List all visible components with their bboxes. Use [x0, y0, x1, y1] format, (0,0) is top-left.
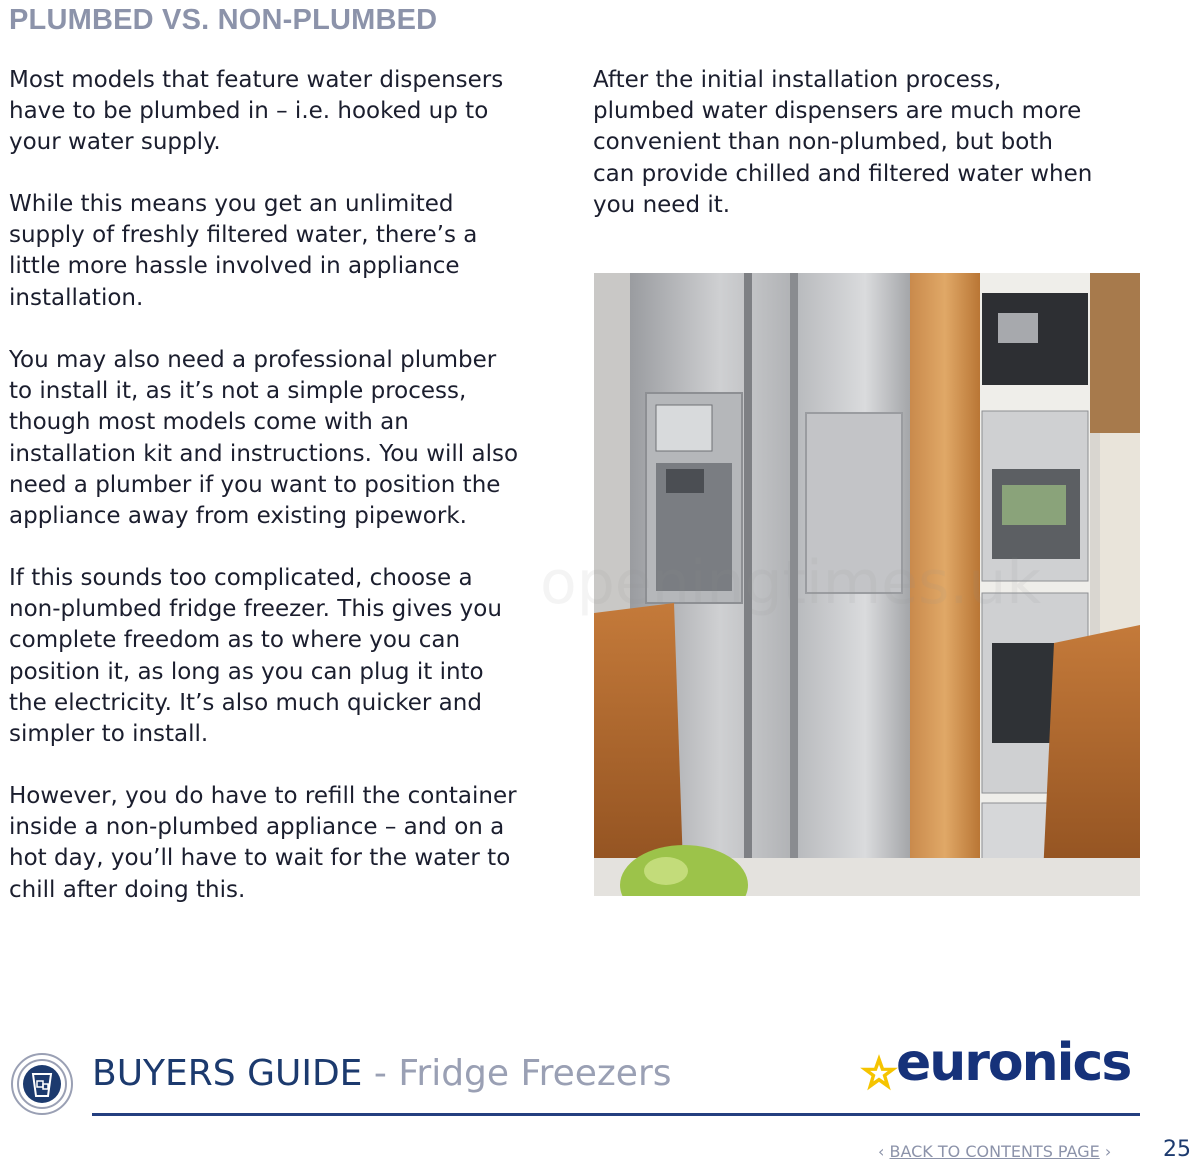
back-to-contents-label: BACK TO CONTENTS PAGE	[889, 1142, 1100, 1161]
footer-title-separator: -	[362, 1053, 399, 1094]
logo-wordmark: euronics	[896, 1033, 1131, 1093]
chevron-right-icon: ›	[1099, 1142, 1112, 1161]
footer-title	[92, 1053, 672, 1094]
paragraph-plumber: You may also need a professional plumber to install it, as it’s not a simple process, though most models come with an installation kit and instructions. You will also need a plumber if you want to position the appliance away from existing pipework.	[9, 347, 519, 530]
footer-rule	[92, 1113, 1140, 1116]
footer-title-main: BUYERS GUIDE	[92, 1053, 363, 1094]
paragraph-non-plumbed: If this sounds too complicated, choose a non-plumbed fridge freezer. This gives you complete freedom as to where you can position it, as long as you can plug it into the electricity. It’s also much quicker and simpler to install.	[9, 565, 502, 748]
kitchen-fridge-photo	[594, 273, 1140, 896]
paragraph-convenience: After the initial installation process, plumbed water dispensers are much more convenient than non-plumbed, but both can provide chilled and filtered water when you need it.	[593, 67, 1093, 218]
paragraph-refill: However, you do have to refill the container inside a non-plumbed appliance – and on a hot day, you’ll have to wait for the water to chill after doing this.	[9, 783, 517, 903]
chevron-left-icon: ‹	[878, 1142, 890, 1161]
paragraph-unlimited-supply: While this means you get an unlimited supply of freshly filtered water, there’s a little more hassle involved in appliance installation.	[9, 191, 478, 311]
page-number: 25	[1163, 1137, 1191, 1162]
footer-title-sub: Fridge Freezers	[398, 1053, 672, 1094]
back-to-contents-link[interactable]	[878, 1142, 1111, 1161]
star-icon	[858, 1052, 900, 1094]
page-heading: PLUMBED VS. NON-PLUMBED	[9, 4, 438, 36]
paragraph-plumbed-intro: Most models that feature water dispensers have to be plumbed in – i.e. hooked up to your water supply.	[9, 67, 504, 156]
ice-glass-icon	[10, 1052, 74, 1116]
